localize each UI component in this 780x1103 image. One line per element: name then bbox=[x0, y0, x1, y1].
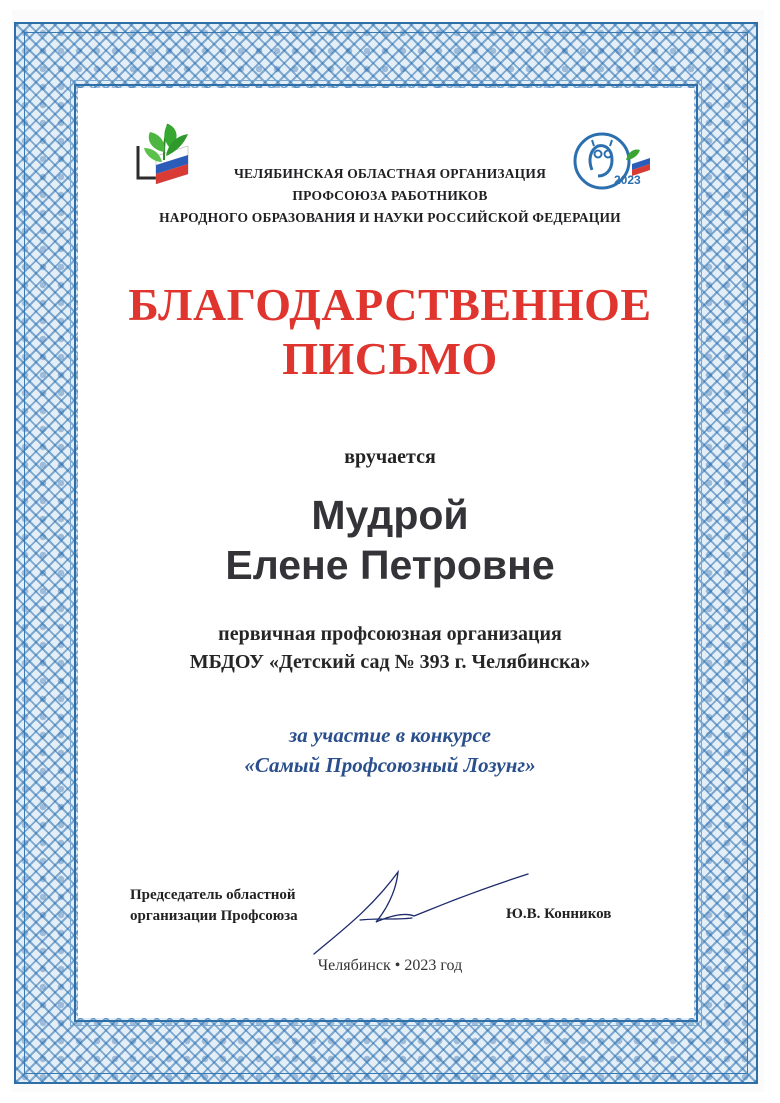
signatory-title-line: организации Профсоюза bbox=[130, 908, 298, 924]
award-reason bbox=[90, 720, 690, 780]
organization-line: ЧЕЛЯБИНСКАЯ ОБЛАСТНАЯ ОРГАНИЗАЦИЯ bbox=[233, 166, 547, 181]
recipient-organization bbox=[90, 620, 690, 676]
organization-line: ПРОФСОЮЗА РАБОТНИКОВ bbox=[292, 188, 488, 203]
organization-line: НАРОДНОГО ОБРАЗОВАНИЯ И НАУКИ РОССИЙСКОЙ ФЕДЕРАЦИИ bbox=[159, 210, 621, 225]
certificate-title bbox=[90, 278, 690, 386]
emblem-year: 2023 bbox=[614, 173, 641, 187]
title-line: ПИСЬМО bbox=[282, 333, 498, 384]
signatory-title-line: Председатель областной bbox=[130, 887, 296, 903]
signatory-name: Ю.В. Конников bbox=[506, 906, 612, 922]
title-line: БЛАГОДАРСТВЕННОЕ bbox=[128, 279, 652, 330]
recipient-org-line: первичная профсоюзная организация bbox=[218, 623, 562, 645]
place-and-date: Челябинск • 2023 год bbox=[317, 957, 463, 974]
awarded-label: вручается bbox=[344, 446, 436, 468]
handwritten-signature bbox=[300, 862, 540, 962]
signatory-title bbox=[130, 885, 298, 927]
recipient-given-names: Елене Петровне bbox=[225, 542, 555, 588]
organization-name bbox=[130, 163, 650, 229]
reason-line: «Самый Профсоюзный Лозунг» bbox=[244, 753, 536, 777]
recipient-name bbox=[90, 490, 690, 590]
recipient-surname: Мудрой bbox=[311, 492, 469, 538]
recipient-org-line: МБДОУ «Детский сад № 393 г. Челябинска» bbox=[189, 651, 591, 673]
reason-line: за участие в конкурсе bbox=[289, 723, 491, 747]
